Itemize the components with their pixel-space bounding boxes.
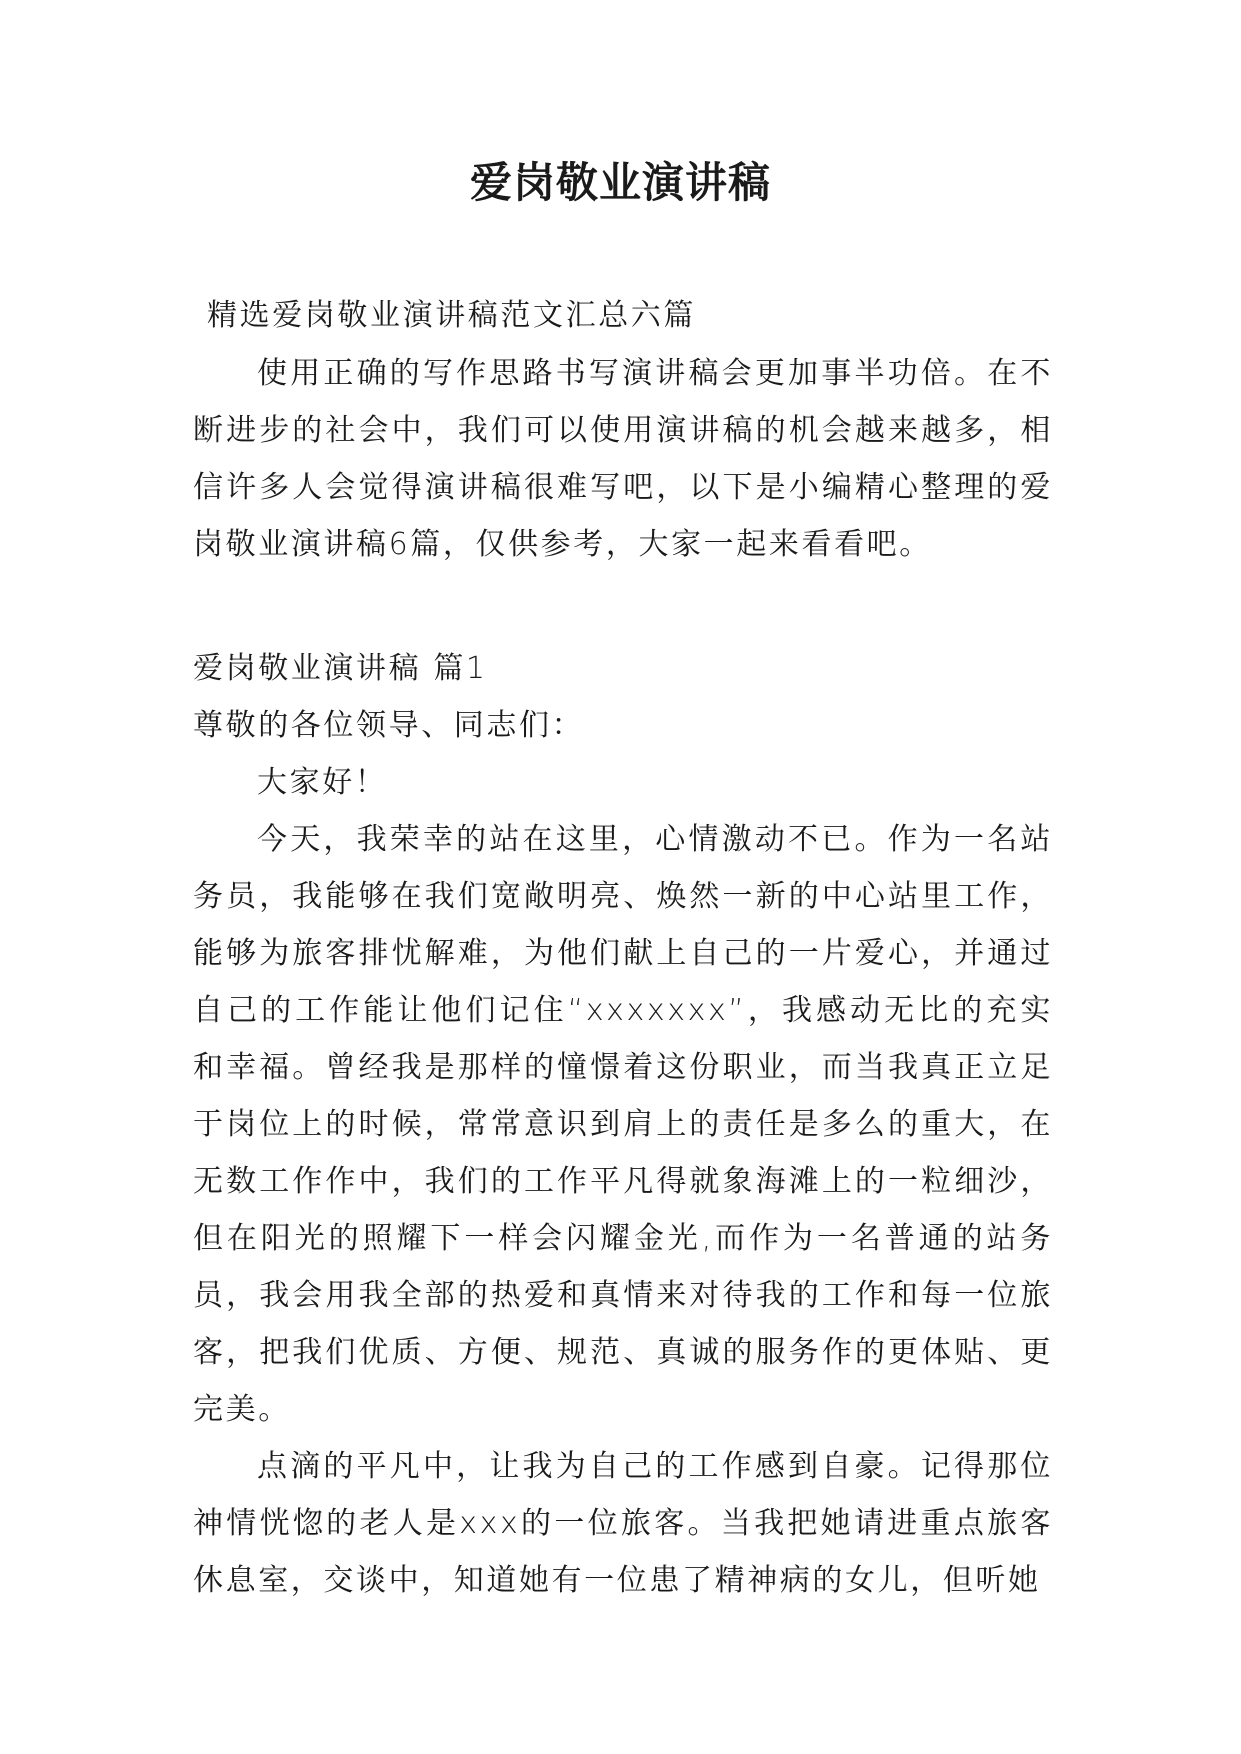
salutation: 尊敬的各位领导、同志们：	[193, 708, 585, 743]
intro-block	[193, 345, 1053, 573]
document-title: 爱岗敬业演讲稿	[469, 158, 771, 207]
section-1	[193, 640, 1053, 1609]
greeting: 大家好！	[257, 765, 388, 800]
section-heading: 爱岗敬业演讲稿 篇1	[193, 651, 488, 686]
intro-paragraph: 使用正确的写作思路书写演讲稿会更加事半功倍。在不断进步的社会中，我们可以使用演讲稿的机会越来越多，相信许多人会觉得演讲稿很难写吧，以下是小编精心整理的爱岗敬业演讲稿6篇，仅供参考，大家一起来看看吧。	[193, 356, 1053, 562]
body-paragraph: 今天，我荣幸的站在这里，心情激动不已。作为一名站务员，我能够在我们宽敞明亮、焕然一新的中心站里工作，能够为旅客排忧解难，为他们献上自己的一片爱心，并通过自己的工作能让他们记住“xxxxxxx”，我感动无比的充实和幸福。曾经我是那样的憧憬着这份职业，而当我真正立足于岗位上的时候，常常意识到肩上的责任是多么的重大，在无数工作作中，我们的工作平凡得就象海滩上的一粒细沙，但在阳光的照耀下一样会闪耀金光,而作为一名普通的站务员，我会用我全部的热爱和真情来对待我的工作和每一位旅客，把我们优质、方便、规范、真诚的服务作的更体贴、更完美。	[193, 822, 1053, 1427]
document-subtitle: 精选爱岗敬业演讲稿范文汇总六篇	[207, 298, 696, 333]
body-paragraph: 点滴的平凡中，让我为自己的工作感到自豪。记得那位神情恍惚的老人是xxx的一位旅客。当我把她请进重点旅客休息室，交谈中，知道她有一位患了精神病的女儿，但听她	[193, 1449, 1053, 1598]
